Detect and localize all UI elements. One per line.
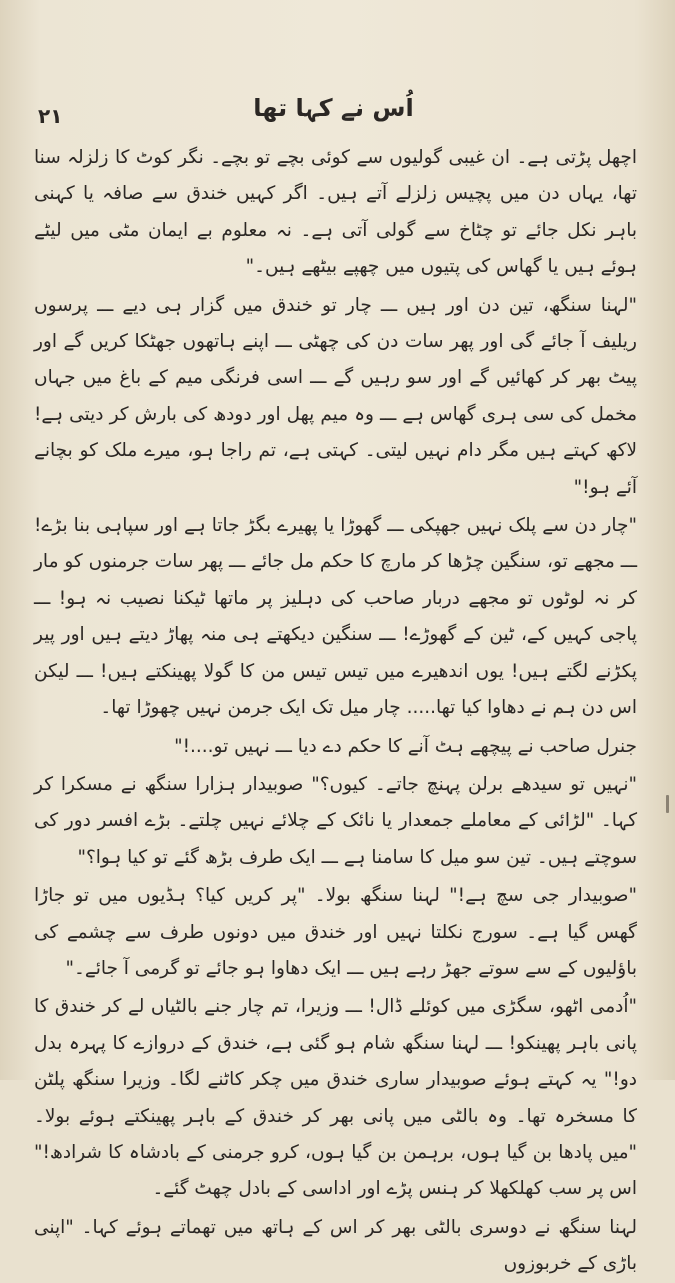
paragraph: "اُدمی اٹھو، سگڑی میں کوئلے ڈال! ـــ وزیرا، تم چار جنے بالٹیاں لے کر خندق کا پانی باہر پھینکو! ـــ لہنا سنگھ شام ہو گئی ہے، خندق کے دروازے کا پہرہ بدل دو!" یہ کہتے ہوئے صوبیدار ساری خندق میں چکر کاٹنے لگا۔ وزیرا سنگھ پلٹن کا مسخرہ تھا۔ وہ بالٹی میں پانی بھر کر خندق کے باہر پھینکتے ہوئے بولا۔ "میں پادھا بن گیا ہوں، برہمن بن گیا ہوں، کرو جرمنی کے بادشاہ کا شرادھ!" اس پر سب کھلکھلا کر ہنس پڑے اور اداسی کے بادل چھٹ گئے۔ bbox=[34, 996, 637, 1200]
paragraph: لہنا سنگھ نے دوسری بالٹی بھر کر اس کے ہاتھ میں تھماتے ہوئے کہا۔ "اپنی باڑی کے خربوزوں bbox=[34, 1216, 637, 1275]
story-text bbox=[34, 140, 637, 1283]
margin-pencil-mark bbox=[666, 795, 669, 813]
paragraph: "لہنا سنگھ، تین دن اور ہیں ـــ چار تو خندق میں گزار ہی دیے ـــ پرسوں ریلیف آ جائے گی اور پھر سات دن کی چھٹی ـــ اپنے ہاتھوں جھٹکا کریں گے اور پیٹ بھر کر کھائیں گے اور سو رہیں گے ـــ اسی فرنگی میم کے باغ میں جہاں مخمل کی سی ہری گھاس ہے ـــ وہ میم پھل اور دودھ کی بارش کر دیتی ہے! لاکھ کہتے ہیں مگر دام نہیں لیتی۔ کہتی ہے، تم راجا ہو، میرے ملک کو بچانے آئے ہو!" bbox=[34, 294, 637, 498]
page-number: ۲۱ bbox=[38, 104, 63, 128]
running-title: اُس نے کہا تھا bbox=[253, 94, 414, 122]
paragraph: "نہیں تو سیدھے برلن پہنچ جاتے۔ کیوں؟" صوبیدار ہزارا سنگھ نے مسکرا کر کہا۔ "لڑائی کے معاملے جمعدار یا نائک کے چلائے نہیں چلتے۔ بڑے افسر دور کی سوچتے ہیں۔ تین سو میل کا سامنا ہے ـــ ایک طرف بڑھ گئے تو کیا ہوا؟" bbox=[34, 773, 637, 868]
page-header bbox=[38, 92, 629, 132]
paragraph: "صوبیدار جی سچ ہے!" لہنا سنگھ بولا۔ "پر کریں کیا؟ ہڈیوں میں تو جاڑا گھس گیا ہے۔ سورج نکلتا نہیں اور خندق میں دونوں طرف سے چشمے کی باؤلیوں کے سے سوتے جھڑ رہے ہیں ـــ ایک دھاوا ہو جائے تو گرمی آ جائے۔" bbox=[34, 885, 637, 979]
paragraph: "چار دن سے پلک نہیں جھپکی ـــ گھوڑا یا پھیرے بگڑ جاتا ہے اور سپاہی بنا بڑے! ـــ مجھے تو، سنگین چڑھا کر مارچ کا حکم مل جائے ـــ پھر سات جرمنوں کو مار کر نہ لوٹوں تو مجھے دربار صاحب کی دہلیز پر ماتھا ٹیکنا نصیب نہ ہو! ـــ پاجی کہیں کے، ٹین کے گھوڑے! ـــ سنگین دیکھتے ہی منہ پھاڑ دیتے ہیں اور پیر پکڑنے لگتے ہیں! یوں اندھیرے میں تیس تیس من کا گولا پھینکتے ہیں! ـــ لیکن اس دن ہم نے دھاوا کیا تھا..... چار میل تک ایک جرمن نہیں چھوڑا تھا۔ bbox=[34, 515, 637, 719]
paragraph: اچھل پڑتی ہے۔ ان غیبی گولیوں سے کوئی بچے تو بچے۔ نگر کوٹ کا زلزلہ سنا تھا، یہاں دن میں پچیس زلزلے آتے ہیں۔ اگر کہیں خندق سے صافہ یا کہنی باہر نکل جائے تو چٹاخ سے گولی آتی ہے۔ نہ معلوم بے ایمان مٹی میں لیٹے ہوئے ہیں یا گھاس کی پتیوں میں چھپے بیٹھے ہیں۔" bbox=[34, 147, 637, 278]
paragraph: جنرل صاحب نے پیچھے ہٹ آنے کا حکم دے دیا ـــ نہیں تو....!" bbox=[174, 735, 637, 757]
